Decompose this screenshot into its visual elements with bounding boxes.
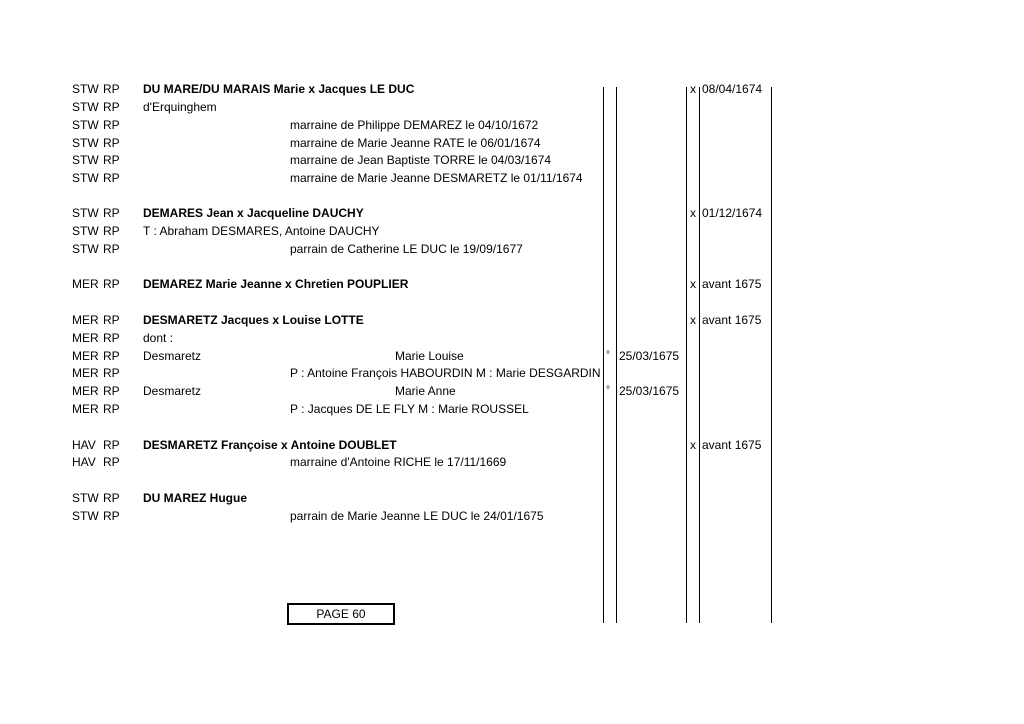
record-name: DESMARETZ Jacques x Louise LOTTE: [143, 313, 364, 327]
record-code: MER: [72, 366, 99, 380]
record-row: [0, 151, 1024, 169]
page-number-box: [287, 603, 395, 625]
record-detail: parrain de Catherine LE DUC le 19/09/1677: [290, 242, 523, 256]
record-name: Desmaretz: [143, 349, 202, 363]
record-type: RP: [103, 349, 120, 363]
record-code: MER: [72, 331, 99, 345]
record-row: [0, 204, 1024, 222]
record-type: RP: [103, 313, 120, 327]
marriage-date: 01/12/1674: [702, 206, 763, 220]
record-name: T : Abraham DESMARES, Antoine DAUCHY: [143, 224, 380, 238]
marriage-marker: x: [690, 313, 696, 327]
record-row: [0, 240, 1024, 258]
record-code: STW: [72, 242, 99, 256]
record-detail: parrain de Marie Jeanne LE DUC le 24/01/1675: [290, 509, 544, 523]
record-name: DU MAREZ Hugue: [143, 491, 247, 505]
marriage-marker: x: [690, 206, 696, 220]
record-type: RP: [103, 136, 120, 150]
record-type: RP: [103, 224, 120, 238]
record-code: STW: [72, 224, 99, 238]
record-row: [0, 329, 1024, 347]
record-row: [0, 169, 1024, 187]
record-type: RP: [103, 509, 120, 523]
record-type: RP: [103, 438, 120, 452]
record-detail: P : Antoine François HABOURDIN M : Marie DESGARDIN: [290, 366, 601, 380]
record-detail: marraine d'Antoine RICHE le 17/11/1669: [290, 455, 507, 469]
record-type: RP: [103, 171, 120, 185]
record-type: RP: [103, 331, 120, 345]
record-code: MER: [72, 384, 99, 398]
record-row: [0, 116, 1024, 134]
record-row: [0, 400, 1024, 418]
record-code: STW: [72, 509, 99, 523]
record-type: RP: [103, 402, 120, 416]
record-row: [0, 311, 1024, 329]
record-row: [0, 98, 1024, 116]
marriage-date: 08/04/1674: [702, 82, 763, 96]
record-name: DESMARETZ Françoise x Antoine DOUBLET: [143, 438, 397, 452]
record-row: [0, 80, 1024, 98]
birth-date: 25/03/1675: [619, 349, 680, 363]
record-detail: marraine de Jean Baptiste TORRE le 04/03/1674: [290, 153, 552, 167]
marriage-date: avant 1675: [702, 313, 762, 327]
record-row: [0, 489, 1024, 507]
record-code: MER: [72, 277, 99, 291]
record-type: RP: [103, 491, 120, 505]
marriage-marker: x: [690, 277, 696, 291]
record-type: RP: [103, 384, 120, 398]
record-row: [0, 347, 1024, 365]
record-type: RP: [103, 118, 120, 132]
marriage-marker: x: [690, 438, 696, 452]
record-code: STW: [72, 118, 99, 132]
child-name: Marie Anne: [395, 384, 456, 398]
record-type: RP: [103, 277, 120, 291]
record-code: STW: [72, 206, 99, 220]
record-row: [0, 364, 1024, 382]
page-label: PAGE 60: [316, 607, 366, 621]
marriage-date: avant 1675: [702, 277, 762, 291]
record-name: dont :: [143, 331, 174, 345]
child-name: Marie Louise: [395, 349, 464, 363]
record-code: HAV: [72, 438, 96, 452]
record-code: STW: [72, 153, 99, 167]
record-type: RP: [103, 455, 120, 469]
record-code: STW: [72, 491, 99, 505]
birth-marker: °: [606, 350, 610, 361]
record-row: [0, 222, 1024, 240]
record-type: RP: [103, 153, 120, 167]
marriage-date: avant 1675: [702, 438, 762, 452]
record-detail: P : Jacques DE LE FLY M : Marie ROUSSEL: [290, 402, 529, 416]
record-name: DEMARES Jean x Jacqueline DAUCHY: [143, 206, 364, 220]
record-detail: marraine de Marie Jeanne RATE le 06/01/1674: [290, 136, 541, 150]
record-code: STW: [72, 136, 99, 150]
record-row: [0, 507, 1024, 525]
record-name: d'Erquinghem: [143, 100, 217, 114]
record-type: RP: [103, 206, 120, 220]
record-detail: marraine de Marie Jeanne DESMARETZ le 01/11/1674: [290, 171, 583, 185]
record-code: MER: [72, 313, 99, 327]
record-row: [0, 382, 1024, 400]
birth-marker: °: [606, 385, 610, 396]
record-name: Desmaretz: [143, 384, 202, 398]
record-code: STW: [72, 82, 99, 96]
record-row: [0, 134, 1024, 152]
record-type: RP: [103, 82, 120, 96]
record-row: [0, 275, 1024, 293]
record-code: HAV: [72, 455, 96, 469]
record-type: RP: [103, 242, 120, 256]
record-code: MER: [72, 349, 99, 363]
record-row: [0, 453, 1024, 471]
record-name: DEMAREZ Marie Jeanne x Chretien POUPLIER: [143, 277, 409, 291]
record-code: STW: [72, 100, 99, 114]
record-code: MER: [72, 402, 99, 416]
record-code: STW: [72, 171, 99, 185]
record-type: RP: [103, 366, 120, 380]
record-type: RP: [103, 100, 120, 114]
marriage-marker: x: [690, 82, 696, 96]
birth-date: 25/03/1675: [619, 384, 680, 398]
record-name: DU MARE/DU MARAIS Marie x Jacques LE DUC: [143, 82, 415, 96]
record-row: [0, 436, 1024, 454]
record-detail: marraine de Philippe DEMAREZ le 04/10/1672: [290, 118, 539, 132]
